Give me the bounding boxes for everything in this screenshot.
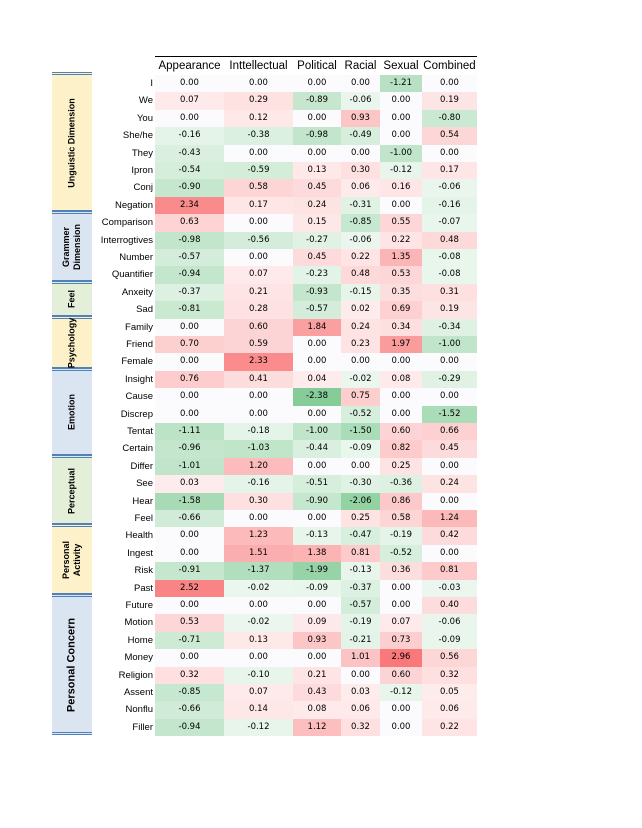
table-cell: 0.45 — [422, 440, 477, 457]
row-label: Home — [127, 634, 153, 646]
row-group-label: Feel — [66, 290, 77, 309]
row-label: You — [136, 112, 153, 124]
table-cell: 0.00 — [224, 649, 293, 666]
table-cell: -0.89 — [293, 92, 341, 109]
table-cell: -0.27 — [293, 232, 341, 249]
table-cell: -1.99 — [293, 562, 341, 579]
table-cell: 0.00 — [293, 353, 341, 370]
table-cell: 0.21 — [224, 284, 293, 301]
table-cell: 1.12 — [293, 719, 341, 736]
table-cell: 0.19 — [422, 92, 477, 109]
table-cell: 0.82 — [380, 440, 422, 457]
table-cell: 0.24 — [293, 197, 341, 214]
table-cell: 0.73 — [380, 632, 422, 649]
table-cell: 0.07 — [224, 266, 293, 283]
row-label: Hear — [132, 495, 153, 507]
table-cell: 0.00 — [380, 406, 422, 423]
table-cell: 0.56 — [422, 649, 477, 666]
table-cell: 0.00 — [224, 510, 293, 527]
table-cell: 0.30 — [341, 162, 380, 179]
table-cell: -0.94 — [155, 719, 224, 736]
table-cell: 0.00 — [224, 75, 293, 92]
row-label: Friend — [126, 339, 153, 350]
row-group — [52, 316, 92, 370]
table-cell: 0.17 — [422, 162, 477, 179]
table-cell: 0.55 — [380, 214, 422, 231]
row-label: Past — [133, 582, 153, 594]
row-group-label: Personal Concern — [65, 617, 78, 712]
table-cell: -0.12 — [380, 162, 422, 179]
table-cell: 0.08 — [380, 371, 422, 388]
table-cell: -1.37 — [224, 562, 293, 579]
table-cell: 0.75 — [341, 388, 380, 405]
row-label: Motion — [124, 617, 153, 629]
table-cell: 0.42 — [422, 527, 477, 544]
table-cell: -0.59 — [224, 162, 293, 179]
table-cell: 0.22 — [422, 719, 477, 736]
table-cell: -0.02 — [224, 580, 293, 597]
table-cell: 1.24 — [422, 510, 477, 527]
table-cell: 0.00 — [422, 353, 477, 370]
table-cell: 0.00 — [155, 406, 224, 423]
row-group — [52, 368, 92, 457]
table-cell: -0.96 — [155, 440, 224, 457]
table-cell: -1.58 — [155, 493, 224, 510]
table-cell: -0.52 — [380, 545, 422, 562]
table-cell: -0.02 — [224, 614, 293, 631]
table-cell: 1.97 — [380, 336, 422, 353]
table-cell: -2.06 — [341, 493, 380, 510]
table-cell: 0.00 — [380, 127, 422, 144]
row-label: Interrogtives — [100, 234, 153, 246]
table-cell: 0.30 — [224, 493, 293, 510]
table-cell: -0.06 — [422, 614, 477, 631]
table-cell: 0.00 — [341, 145, 380, 162]
row-label: Risk — [134, 565, 153, 577]
table-cell: -0.80 — [422, 110, 477, 127]
row-label: Negation — [114, 199, 153, 211]
row-label: Health — [125, 530, 153, 542]
column-header: Appearance — [158, 60, 221, 72]
row-group-label: Psychology — [66, 317, 77, 368]
row-label: Certain — [122, 443, 153, 455]
row-label: Ipron — [131, 165, 153, 176]
row-group-label: Perceptual — [66, 467, 77, 514]
table-cell: 0.06 — [341, 179, 380, 196]
row-group-label: Emotion — [66, 394, 77, 431]
table-cell: -1.01 — [155, 458, 224, 475]
row-group — [52, 72, 92, 213]
table-cell: 0.00 — [224, 388, 293, 405]
row-label: Insight — [125, 373, 153, 385]
table-cell: 0.22 — [341, 249, 380, 266]
table-cell: 0.40 — [422, 597, 477, 614]
table-cell: 0.24 — [341, 319, 380, 336]
table-cell: -1.00 — [422, 336, 477, 353]
table-cell: 0.06 — [341, 701, 380, 718]
column-header: Political — [297, 60, 337, 72]
table-cell: 0.00 — [293, 510, 341, 527]
table-cell: 0.69 — [380, 301, 422, 318]
table-cell: -0.66 — [155, 701, 224, 718]
table-cell: -0.06 — [422, 179, 477, 196]
table-cell: -0.13 — [341, 562, 380, 579]
table-cell: -0.18 — [224, 423, 293, 440]
table-cell: 0.05 — [422, 684, 477, 701]
row-label: Nonflu — [125, 704, 153, 716]
row-label: Family — [125, 321, 153, 333]
table-cell: 0.07 — [155, 92, 224, 109]
table-cell: -0.30 — [341, 475, 380, 492]
table-cell: 1.38 — [293, 545, 341, 562]
table-cell: -0.90 — [155, 179, 224, 196]
table-cell: -0.16 — [422, 197, 477, 214]
table-cell: 0.32 — [422, 667, 477, 684]
table-cell: -0.06 — [341, 92, 380, 109]
table-cell: 0.00 — [293, 458, 341, 475]
table-cell: -0.16 — [224, 475, 293, 492]
row-label: Discrep — [120, 408, 153, 420]
table-cell: 0.00 — [155, 75, 224, 92]
table-cell: 0.60 — [380, 667, 422, 684]
row-label: They — [131, 147, 153, 159]
table-cell: -0.66 — [155, 510, 224, 527]
row-group — [52, 455, 92, 527]
row-label: I — [150, 78, 153, 89]
column-header: Racial — [344, 60, 377, 72]
table-cell: 1.35 — [380, 249, 422, 266]
table-cell: 0.63 — [155, 214, 224, 231]
table-cell: -0.03 — [422, 580, 477, 597]
table-cell: 0.00 — [293, 145, 341, 162]
table-cell: 0.00 — [293, 597, 341, 614]
table-cell: 0.00 — [293, 406, 341, 423]
table-cell: 1.01 — [341, 649, 380, 666]
table-cell: -0.08 — [422, 249, 477, 266]
row-label: We — [138, 95, 153, 107]
table-cell: -0.85 — [341, 214, 380, 231]
table-cell: 0.59 — [224, 336, 293, 353]
row-label: Feel — [134, 513, 153, 524]
table-cell: -0.43 — [155, 145, 224, 162]
table-cell: -0.81 — [155, 301, 224, 318]
table-cell: -0.21 — [341, 632, 380, 649]
row-label: Money — [124, 652, 153, 664]
table-cell: 0.00 — [293, 336, 341, 353]
table-cell: 0.48 — [422, 232, 477, 249]
table-cell: -0.31 — [341, 197, 380, 214]
table-cell: -0.56 — [224, 232, 293, 249]
table-cell: 0.48 — [341, 266, 380, 283]
table-cell: -0.09 — [422, 632, 477, 649]
row-group-label: Unguistic Dimension — [66, 97, 77, 188]
table-cell: 0.00 — [224, 249, 293, 266]
table-cell: -0.98 — [293, 127, 341, 144]
table-cell: 0.00 — [422, 388, 477, 405]
table-cell: -0.10 — [224, 667, 293, 684]
table-cell: 0.17 — [224, 197, 293, 214]
table-cell: -0.38 — [224, 127, 293, 144]
row-label: Number — [119, 252, 153, 263]
table-cell: 0.54 — [422, 127, 477, 144]
row-label: Differ — [130, 460, 153, 472]
table-cell: 0.32 — [155, 667, 224, 684]
table-cell: 0.02 — [341, 301, 380, 318]
table-cell: 0.66 — [422, 423, 477, 440]
table-cell: 0.25 — [380, 458, 422, 475]
table-cell: 0.00 — [341, 458, 380, 475]
table-cell: 0.25 — [341, 510, 380, 527]
table-cell: 0.58 — [380, 510, 422, 527]
table-cell: 0.58 — [224, 179, 293, 196]
column-header: Sexual — [383, 60, 419, 72]
table-cell: -0.06 — [341, 232, 380, 249]
table-cell: 0.07 — [380, 614, 422, 631]
table-cell: 0.93 — [341, 110, 380, 127]
table-cell: 0.53 — [380, 266, 422, 283]
table-cell: -0.93 — [293, 284, 341, 301]
table-cell: 1.23 — [224, 527, 293, 544]
table-cell: 0.08 — [293, 701, 341, 718]
table-cell: 0.00 — [224, 597, 293, 614]
row-label: See — [136, 478, 153, 490]
table-cell: 0.00 — [155, 319, 224, 336]
table-cell: -0.19 — [341, 614, 380, 631]
table-cell: 0.45 — [293, 179, 341, 196]
table-cell: 0.16 — [380, 179, 422, 196]
table-cell: 0.00 — [380, 580, 422, 597]
table-cell: -1.03 — [224, 440, 293, 457]
table-cell: 0.86 — [380, 493, 422, 510]
table-cell: -0.51 — [293, 475, 341, 492]
row-label: Female — [121, 356, 153, 368]
table-cell: 0.00 — [224, 145, 293, 162]
table-cell: -0.12 — [224, 719, 293, 736]
table-cell: 0.04 — [293, 371, 341, 388]
table-cell: -0.23 — [293, 266, 341, 283]
table-cell: -1.00 — [293, 423, 341, 440]
table-cell: 0.43 — [293, 684, 341, 701]
table-cell: -0.12 — [380, 684, 422, 701]
table-cell: 2.34 — [155, 197, 224, 214]
table-cell: -0.90 — [293, 493, 341, 510]
table-cell: 0.00 — [341, 667, 380, 684]
table-cell: -0.57 — [293, 301, 341, 318]
row-label: She/he — [122, 130, 153, 142]
row-label: Tentat — [127, 426, 153, 437]
table-cell: 0.00 — [422, 493, 477, 510]
table-cell: 0.00 — [422, 75, 477, 92]
table-cell: -1.21 — [380, 75, 422, 92]
table-cell: 0.00 — [155, 388, 224, 405]
table-cell: 0.00 — [155, 545, 224, 562]
table-cell: -0.09 — [341, 440, 380, 457]
table-cell: -2.38 — [293, 388, 341, 405]
table-cell: -0.52 — [341, 406, 380, 423]
row-label: Ingest — [127, 547, 153, 559]
table-cell: 0.81 — [422, 562, 477, 579]
table-cell: -0.44 — [293, 440, 341, 457]
table-cell: 0.36 — [380, 562, 422, 579]
column-header: Combined — [423, 60, 476, 72]
table-cell: -1.50 — [341, 423, 380, 440]
row-label: Assent — [123, 687, 153, 698]
table-cell: 0.00 — [380, 719, 422, 736]
row-group — [52, 211, 92, 283]
table-cell: -0.91 — [155, 562, 224, 579]
table-cell: 0.93 — [293, 632, 341, 649]
row-label: Anxeity — [121, 286, 153, 298]
row-label: Comparison — [101, 217, 153, 229]
row-label: Future — [125, 600, 153, 611]
table-cell: -0.71 — [155, 632, 224, 649]
table-cell: 0.00 — [380, 92, 422, 109]
row-label: Sad — [136, 304, 153, 316]
table-cell: 0.00 — [224, 214, 293, 231]
table-cell: -0.19 — [380, 527, 422, 544]
table-cell: 0.00 — [293, 75, 341, 92]
table-cell: 0.41 — [224, 371, 293, 388]
table-cell: 1.84 — [293, 319, 341, 336]
table-cell: 0.35 — [380, 284, 422, 301]
table-cell: 0.22 — [380, 232, 422, 249]
table-cell: 0.00 — [380, 353, 422, 370]
table-cell: 0.00 — [380, 701, 422, 718]
table-cell: 0.13 — [293, 162, 341, 179]
table-cell: 2.52 — [155, 580, 224, 597]
table-cell: -0.37 — [155, 284, 224, 301]
table-cell: 0.19 — [422, 301, 477, 318]
table-cell: 0.00 — [422, 458, 477, 475]
row-label: Quantifier — [111, 269, 153, 281]
table-cell: -0.54 — [155, 162, 224, 179]
table-cell: 0.00 — [155, 649, 224, 666]
table-cell: -0.36 — [380, 475, 422, 492]
table-cell: 0.12 — [224, 110, 293, 127]
row-label: Cause — [125, 391, 153, 403]
table-cell: -0.29 — [422, 371, 477, 388]
table-cell: -0.34 — [422, 319, 477, 336]
table-cell: 0.28 — [224, 301, 293, 318]
table-cell: 0.09 — [293, 614, 341, 631]
table-cell: 0.34 — [380, 319, 422, 336]
table-cell: 0.13 — [224, 632, 293, 649]
table-cell: 0.00 — [380, 388, 422, 405]
table-cell: -0.94 — [155, 266, 224, 283]
table-cell: 0.00 — [155, 353, 224, 370]
table-cell: 0.53 — [155, 614, 224, 631]
table-cell: 0.60 — [224, 319, 293, 336]
table-cell: -0.98 — [155, 232, 224, 249]
table-cell: 2.33 — [224, 353, 293, 370]
table-cell: 0.81 — [341, 545, 380, 562]
table-cell: 0.00 — [341, 353, 380, 370]
table-cell: -0.09 — [293, 580, 341, 597]
table-cell: 0.45 — [293, 249, 341, 266]
table-cell: -0.02 — [341, 371, 380, 388]
table-cell: 0.07 — [224, 684, 293, 701]
table-cell: 0.60 — [380, 423, 422, 440]
table-cell: 0.21 — [293, 667, 341, 684]
row-group — [52, 524, 92, 596]
table-cell: 0.00 — [155, 597, 224, 614]
table-cell: 0.00 — [293, 649, 341, 666]
table-cell: -1.11 — [155, 423, 224, 440]
table-cell: -0.13 — [293, 527, 341, 544]
row-group — [52, 594, 92, 735]
row-label: Filler — [132, 721, 153, 733]
table-cell: 0.03 — [155, 475, 224, 492]
table-cell: 0.00 — [380, 597, 422, 614]
table-cell: -0.49 — [341, 127, 380, 144]
table-cell: -0.07 — [422, 214, 477, 231]
table-cell: 0.00 — [155, 527, 224, 544]
table-cell: -0.57 — [341, 597, 380, 614]
table-cell: 0.00 — [341, 75, 380, 92]
table-cell: -0.16 — [155, 127, 224, 144]
column-header: Inttellectual — [229, 60, 288, 72]
table-cell: 0.06 — [422, 701, 477, 718]
table-cell: -1.00 — [380, 145, 422, 162]
table-cell: 0.15 — [293, 214, 341, 231]
table-cell: 1.51 — [224, 545, 293, 562]
table-cell: 0.00 — [422, 545, 477, 562]
table-cell: 0.24 — [422, 475, 477, 492]
row-group-label: Grammer Dimension — [61, 223, 82, 270]
table-cell: 0.29 — [224, 92, 293, 109]
row-label: Religion — [118, 669, 153, 681]
table-cell: -0.37 — [341, 580, 380, 597]
table-cell: 0.00 — [422, 145, 477, 162]
table-cell: 0.32 — [341, 719, 380, 736]
table-cell: 0.14 — [224, 701, 293, 718]
table-cell: -0.85 — [155, 684, 224, 701]
table-cell: 1.20 — [224, 458, 293, 475]
table-cell: -0.47 — [341, 527, 380, 544]
table-cell: 0.70 — [155, 336, 224, 353]
table-cell: 0.31 — [422, 284, 477, 301]
table-cell: -0.08 — [422, 266, 477, 283]
row-label: Conj — [133, 182, 153, 194]
row-group-label: Personal Activity — [61, 541, 82, 580]
table-cell: 2.96 — [380, 649, 422, 666]
table-cell: 0.00 — [380, 110, 422, 127]
table-cell: -0.57 — [155, 249, 224, 266]
table-cell: 0.76 — [155, 371, 224, 388]
table-cell: 0.03 — [341, 684, 380, 701]
table-cell: 0.00 — [224, 406, 293, 423]
table-cell: 0.00 — [380, 197, 422, 214]
table-cell: -1.52 — [422, 406, 477, 423]
table-cell: 0.23 — [341, 336, 380, 353]
table-cell: 0.00 — [293, 110, 341, 127]
table-cell: 0.00 — [155, 110, 224, 127]
row-group — [52, 281, 92, 318]
table-cell: -0.15 — [341, 284, 380, 301]
